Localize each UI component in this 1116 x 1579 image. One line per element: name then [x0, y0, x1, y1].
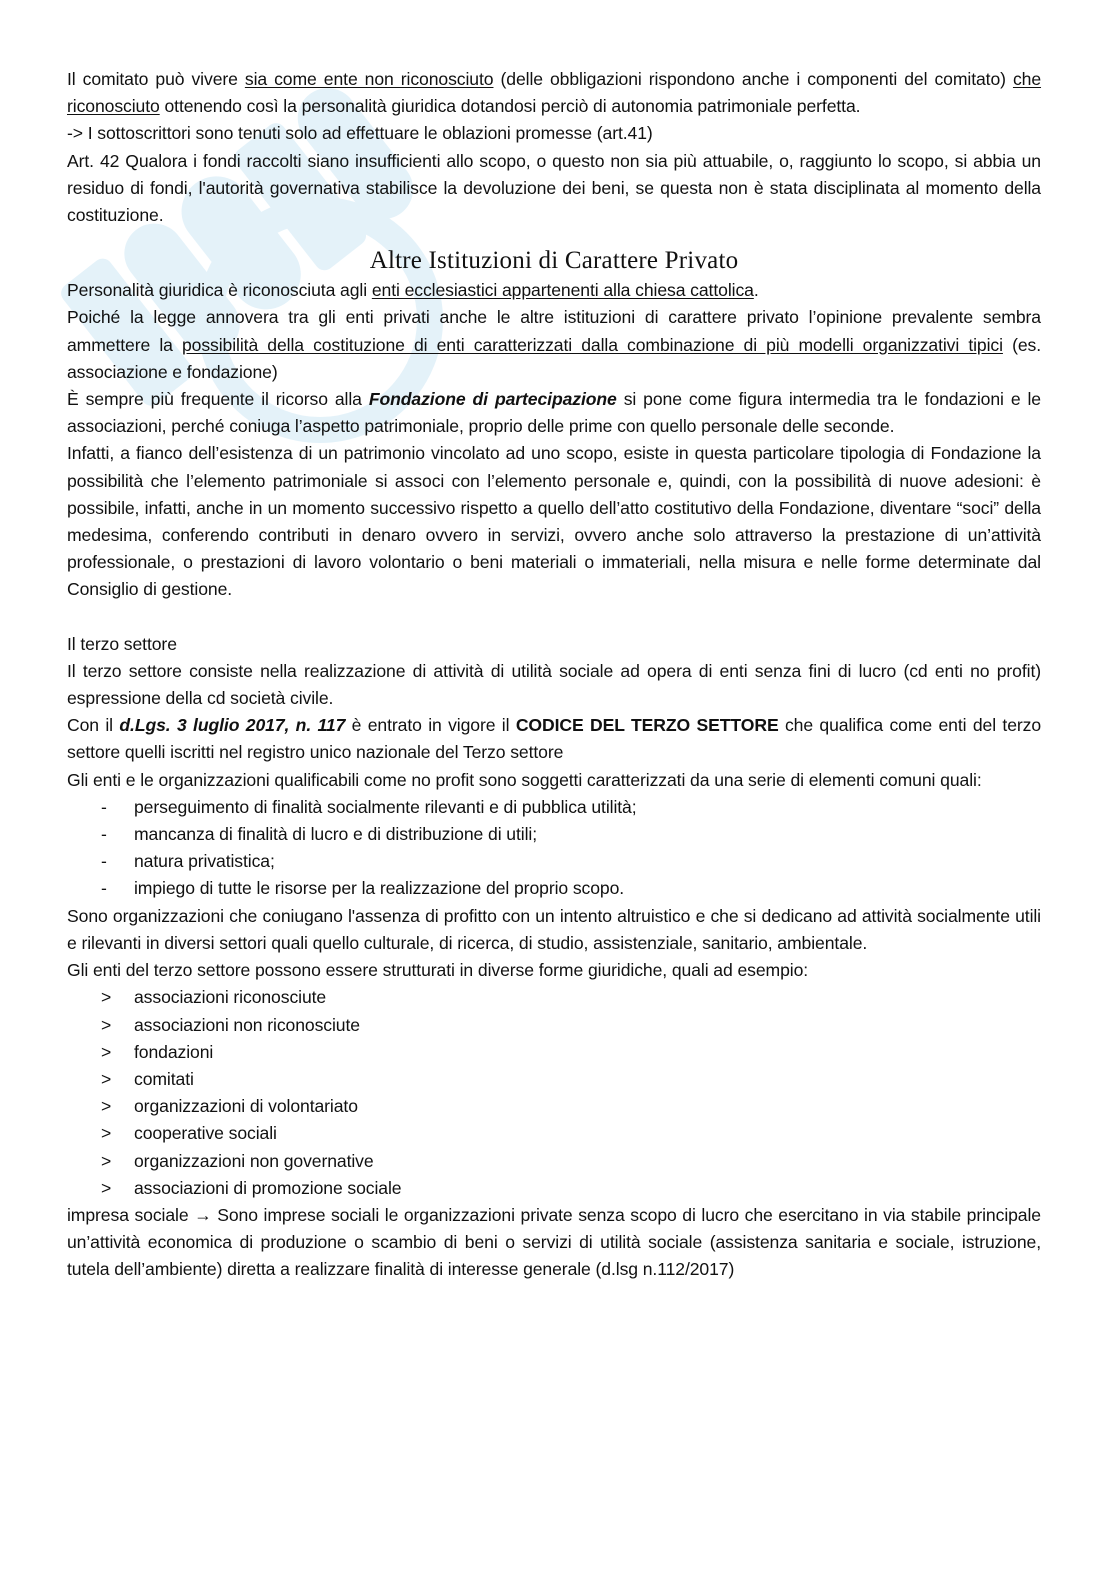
list-item: - mancanza di finalità di lucro e di distribuzione di utili;	[101, 824, 537, 845]
list-elementi-comuni	[67, 794, 1041, 903]
paragraph-terzo-settore: Il terzo settore consiste nella realizzazione di attività di utilità sociale ad opera di enti senza fini di lucro (cd enti no profit) espressione della cd società civile.	[67, 660, 1041, 709]
list-item: > organizzazioni di volontariato	[101, 1096, 358, 1117]
list-item: > comitati	[101, 1068, 194, 1089]
list-forme-giuridiche	[67, 984, 1041, 1202]
paragraph-patrimonio-vincolato: Infatti, a fianco dell’esistenza di un patrimonio vincolato ad uno scopo, esiste in questa particolare tipologia di Fondazione la possibilità che l’elemento patrimoniale si associ con l’elemento personale e, quindi, con la possibilità di nuove adesioni: è possibile, infatti, anche in un momento successivo rispetto a quello dell’atto costitutivo della Fondazione, diventare “soci” della medesima, conferendo contributi in denaro ovvero in servizi, ovvero anche solo attraverso la prestazione di un’attività professionale, o prestazioni di lavoro volontario o beni materiali o immateriali, nella misura e nelle forme determinate dal Consiglio di gestione.	[67, 443, 1041, 600]
document-page	[67, 66, 1041, 1284]
blank-line	[67, 604, 1041, 631]
section-heading: Altre Istituzioni di Carattere Privato	[369, 247, 739, 275]
paragraph-forme-giuridiche: Gli enti del terzo settore possono essere strutturati in diverse forme giuridiche, quali ad esempio:	[67, 960, 809, 981]
list-item: > associazioni non riconosciute	[101, 1014, 360, 1035]
paragraph-comitato: Il comitato può vivere sia come ente non riconosciuto (delle obbligazioni rispondono anche i componenti del comitato) che riconosciuto ottenendo così la personalità giuridica dotandosi perciò di autonomia patrimoniale perfetta.	[67, 69, 1042, 117]
list-item: - perseguimento di finalità socialmente rilevanti e di pubblica utilità;	[101, 796, 637, 817]
paragraph-no-profit: Gli enti e le organizzazioni qualificabili come no profit sono soggetti caratterizzati da una serie di elementi comuni quali:	[67, 769, 982, 790]
list-item: - impiego di tutte le risorse per la realizzazione del proprio scopo.	[101, 878, 625, 899]
list-item: > fondazioni	[101, 1041, 214, 1062]
paragraph-codice-terzo-settore: Con il d.Lgs. 3 luglio 2017, n. 117 è entrato in vigore il CODICE DEL TERZO SETTORE che qualifica come enti del terzo settore quelli iscritti nel registro unico nazionale del Terzo settore	[67, 715, 1042, 763]
paragraph-enti-ecclesiastici: Personalità giuridica è riconosciuta agli enti ecclesiastici appartenenti alla chiesa cattolica.	[67, 280, 759, 301]
paragraph-organizzazioni: Sono organizzazioni che coniugano l'assenza di profitto con un intento altruistico e che si dedicano ad attività socialmente utili e rilevanti in diversi settori quali quello culturale, di ricerca, di studio, assistenziale, sanitario, ambientale.	[67, 905, 1041, 953]
paragraph-fondazione-partecipazione: È sempre più frequente il ricorso alla Fondazione di partecipazione si pone come figura intermedia tra le fondazioni e le associazioni, perché coniuga l’aspetto patrimoniale, proprio delle prime con quello personale delle seconde.	[67, 389, 1041, 437]
paragraph-impresa-sociale: impresa sociale → Sono imprese sociali le organizzazioni private senza scopo di lucro che esercitano in via stabile principale un’attività economica di produzione o scambio di beni o servizi di utilità sociale (assistenza sanitaria e sociale, istruzione, tutela dell’ambiente) diretta a realizzare finalità di interesse generale (d.lsg n.112/2017)	[67, 1204, 1041, 1280]
list-item: > organizzazioni non governative	[101, 1150, 374, 1171]
paragraph-istituzioni-private: Poiché la legge annovera tra gli enti privati anche le altre istituzioni di carattere privato l’opinione prevalente sembra ammettere la possibilità della costituzione di enti caratterizzati dalla combinazione di più modelli organizzativi tipici (es. associazione e fondazione)	[67, 307, 1041, 382]
paragraph-sottoscrittori: -> I sottoscrittori sono tenuti solo ad effettuare le oblazioni promesse (art.41)	[67, 123, 653, 144]
paragraph-terzo-settore-title: Il terzo settore	[67, 633, 177, 654]
list-item: > associazioni riconosciute	[101, 987, 327, 1008]
list-item: - natura privatistica;	[101, 851, 275, 872]
list-item: > cooperative sociali	[101, 1123, 277, 1144]
list-item: > associazioni di promozione sociale	[101, 1177, 402, 1198]
paragraph-art-42: Art. 42 Qualora i fondi raccolti siano insufficienti allo scopo, o questo non sia più attuabile, o, raggiunto lo scopo, si abbia un residuo di fondi, l'autorità governativa stabilisce la devoluzione dei beni, se questa non è stata disciplinata al momento della costituzione.	[67, 150, 1041, 226]
